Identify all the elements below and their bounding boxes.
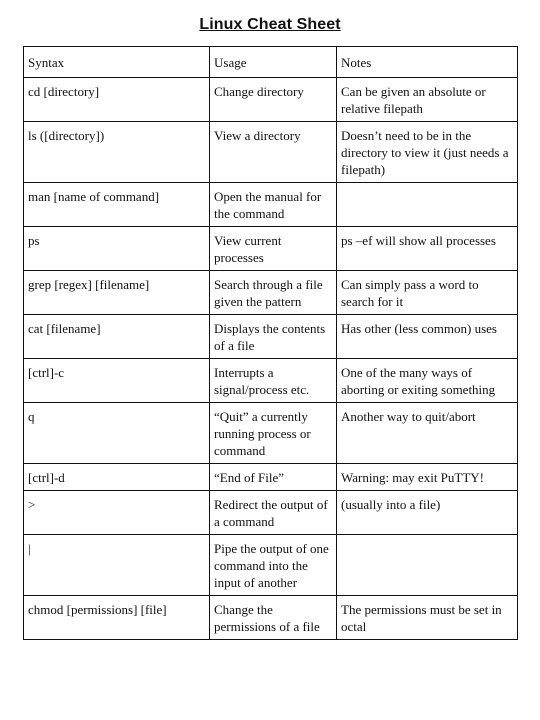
notes-cell: Another way to quit/abort — [337, 403, 518, 464]
usage-cell: View current processes — [210, 227, 337, 271]
syntax-cell: > — [24, 491, 210, 535]
table-row — [24, 183, 518, 227]
syntax-cell: man [name of command] — [24, 183, 210, 227]
table-row — [24, 227, 518, 271]
usage-cell: Search through a file given the pattern — [210, 271, 337, 315]
table-row — [24, 122, 518, 183]
column-header-syntax: Syntax — [24, 47, 210, 78]
syntax-cell: [ctrl]-c — [24, 359, 210, 403]
page-title: Linux Cheat Sheet — [199, 16, 341, 33]
usage-cell: Interrupts a signal/process etc. — [210, 359, 337, 403]
usage-cell: Change directory — [210, 78, 337, 122]
notes-cell: Warning: may exit PuTTY! — [337, 464, 518, 491]
notes-cell: The permissions must be set in octal — [337, 596, 518, 640]
notes-cell: ps –ef will show all processes — [337, 227, 518, 271]
syntax-cell: cat [filename] — [24, 315, 210, 359]
syntax-cell: cd [directory] — [24, 78, 210, 122]
usage-cell: Redirect the output of a command — [210, 491, 337, 535]
syntax-cell: grep [regex] [filename] — [24, 271, 210, 315]
notes-cell: Has other (less common) uses — [337, 315, 518, 359]
notes-cell: Can be given an absolute or relative filepath — [337, 78, 518, 122]
syntax-cell: chmod [permissions] [file] — [24, 596, 210, 640]
syntax-cell: ls ([directory]) — [24, 122, 210, 183]
usage-cell: Displays the contents of a file — [210, 315, 337, 359]
notes-cell: Doesn’t need to be in the directory to view it (just needs a filepath) — [337, 122, 518, 183]
syntax-cell: ps — [24, 227, 210, 271]
table-row — [24, 491, 518, 535]
usage-cell: “Quit” a currently running process or command — [210, 403, 337, 464]
table-row — [24, 464, 518, 491]
column-header-notes: Notes — [337, 47, 518, 78]
usage-cell: Pipe the output of one command into the input of another — [210, 535, 337, 596]
cheat-sheet-table — [23, 46, 518, 640]
syntax-cell: [ctrl]-d — [24, 464, 210, 491]
usage-cell: Open the manual for the command — [210, 183, 337, 227]
usage-cell: “End of File” — [210, 464, 337, 491]
notes-cell: (usually into a file) — [337, 491, 518, 535]
notes-cell: Can simply pass a word to search for it — [337, 271, 518, 315]
table-row — [24, 596, 518, 640]
notes-cell — [337, 535, 518, 596]
table-row — [24, 271, 518, 315]
table-row — [24, 535, 518, 596]
notes-cell: One of the many ways of aborting or exiting something — [337, 359, 518, 403]
usage-cell: Change the permissions of a file — [210, 596, 337, 640]
notes-cell — [337, 183, 518, 227]
table-row — [24, 315, 518, 359]
table-row — [24, 403, 518, 464]
usage-cell: View a directory — [210, 122, 337, 183]
table-row — [24, 78, 518, 122]
table-row — [24, 359, 518, 403]
syntax-cell: q — [24, 403, 210, 464]
table-header-row — [24, 47, 518, 78]
column-header-usage: Usage — [210, 47, 337, 78]
syntax-cell: | — [24, 535, 210, 596]
